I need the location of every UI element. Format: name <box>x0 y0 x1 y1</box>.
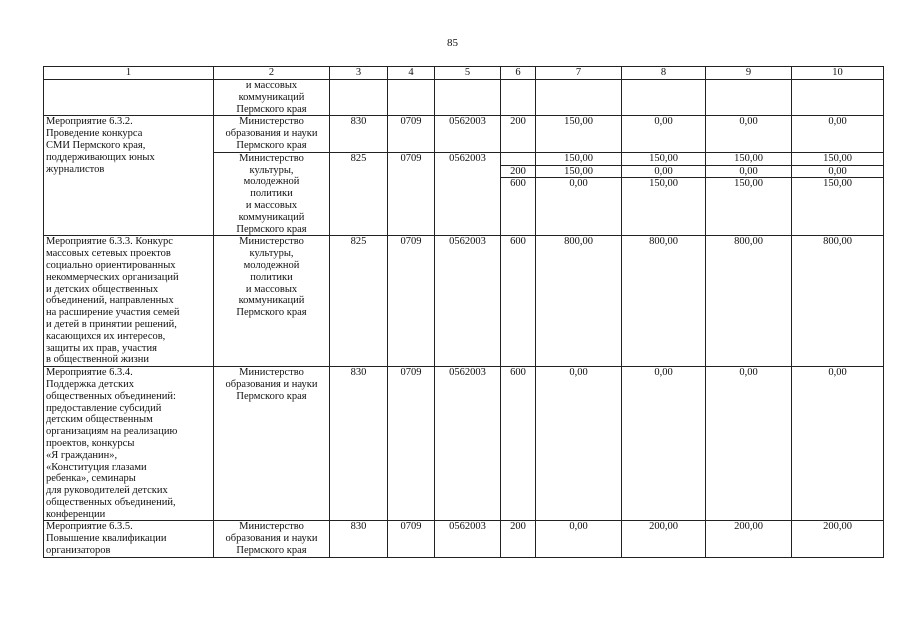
expense-type-cell: 200 <box>501 521 536 557</box>
section-code-cell: 0709 <box>388 367 435 521</box>
name-line: проектов, конкурсы <box>46 437 135 449</box>
split-value: 150,00 <box>649 152 678 164</box>
measure-name-cell <box>44 116 214 236</box>
header-cell-1: 1 <box>44 67 214 80</box>
org-line: политики <box>250 188 293 200</box>
org-line: Пермского края <box>236 390 307 402</box>
name-line: Мероприятие 6.3.5. <box>46 521 133 533</box>
name-line: конференции <box>46 508 106 520</box>
split-value: 0,00 <box>792 165 883 178</box>
split-value: 150,00 <box>564 152 593 164</box>
amount-cell-7: 0,00 <box>536 367 622 521</box>
budget-table <box>43 66 884 558</box>
section-code-cell <box>388 152 435 236</box>
name-cell <box>44 80 214 116</box>
value-cell <box>792 80 884 116</box>
org-line: Министерство <box>239 236 304 248</box>
org-line: Пермского края <box>236 103 307 115</box>
measure-name-cell <box>44 236 214 367</box>
org-line: образования и науки <box>225 128 318 140</box>
amount-cell-10 <box>792 152 884 236</box>
name-line: СМИ Пермского края, <box>46 139 146 151</box>
split-value: 150,00 <box>792 177 883 190</box>
org-line: Пермского края <box>236 545 307 557</box>
header-row <box>44 67 884 80</box>
org-line: образования и науки <box>225 378 318 390</box>
amount-cell-7 <box>536 152 622 236</box>
amount-cell-9: 800,00 <box>706 236 792 367</box>
measure-name-cell <box>44 367 214 521</box>
amount-cell-10: 200,00 <box>792 521 884 557</box>
amount-cell-9: 0,00 <box>706 367 792 521</box>
amount-cell-8: 0,00 <box>622 367 706 521</box>
org-line: коммуникаций <box>238 211 305 223</box>
split-value: 0562003 <box>449 152 486 164</box>
expense-type-cell: 600 <box>501 367 536 521</box>
name-line: и детских общественных <box>46 283 159 295</box>
amount-cell-7: 0,00 <box>536 521 622 557</box>
name-line: организаторов <box>46 545 111 557</box>
org-line: Пермского края <box>236 223 307 235</box>
name-line: в общественной жизни <box>46 354 149 366</box>
org-line: Министерство <box>239 367 304 379</box>
split-value: 0,00 <box>536 177 621 190</box>
organization-cell <box>214 152 330 236</box>
name-line: касающихся их интересов, <box>46 330 166 342</box>
org-line: Министерство <box>239 521 304 533</box>
split-value: 600 <box>501 177 535 190</box>
organization-cell <box>214 367 330 521</box>
header-cell-4: 4 <box>388 67 435 80</box>
name-line: Мероприятие 6.3.4. <box>46 367 133 379</box>
value-cell <box>501 80 536 116</box>
split-value <box>501 153 535 165</box>
table-row-6-3-3 <box>44 236 884 367</box>
org-line: культуры, <box>249 248 294 260</box>
header-cell-10: 10 <box>792 67 884 80</box>
split-value: 825 <box>350 152 367 164</box>
name-line: журналистов <box>46 163 105 175</box>
org-line: Пермского края <box>236 139 307 151</box>
header-cell-2: 2 <box>214 67 330 80</box>
name-line: Проведение конкурса <box>46 128 143 140</box>
organization-cell <box>214 116 330 152</box>
header-cell-3: 3 <box>330 67 388 80</box>
expense-type-cell: 200 <box>501 116 536 152</box>
name-line: на расширение участия семей <box>46 307 180 319</box>
amount-cell-8: 200,00 <box>622 521 706 557</box>
name-line: детским общественным <box>46 414 153 426</box>
ministry-code-cell <box>330 152 388 236</box>
org-line: политики <box>250 271 293 283</box>
table-row-continuation <box>44 80 884 116</box>
amount-cell-9: 0,00 <box>706 116 792 152</box>
header-cell-8: 8 <box>622 67 706 80</box>
ministry-code-cell: 830 <box>330 116 388 152</box>
split-value: 150,00 <box>734 152 763 164</box>
amount-cell-9 <box>706 152 792 236</box>
org-line: и массовых <box>245 80 298 91</box>
header-cell-7: 7 <box>536 67 622 80</box>
section-code-cell: 0709 <box>388 236 435 367</box>
split-value: 200 <box>501 165 535 178</box>
org-line: Министерство <box>239 116 304 128</box>
split-value: 0,00 <box>622 165 705 178</box>
split-value: 150,00 <box>622 177 705 190</box>
value-cell <box>622 80 706 116</box>
value-cell <box>388 80 435 116</box>
organization-cell <box>214 236 330 367</box>
amount-cell-10: 800,00 <box>792 236 884 367</box>
organization-cell <box>214 80 330 116</box>
name-line: объединений, направленных <box>46 295 174 307</box>
name-line: предоставление субсидий <box>46 402 162 414</box>
organization-cell <box>214 521 330 557</box>
ministry-code-cell: 830 <box>330 367 388 521</box>
org-line: и массовых <box>245 199 298 211</box>
name-line: массовых сетевых проектов <box>46 248 171 260</box>
name-line: защиты их прав, участия <box>46 342 157 354</box>
name-line: «Я гражданин», <box>46 449 118 461</box>
target-code-cell: 0562003 <box>435 116 501 152</box>
name-line: Мероприятие 6.3.3. Конкурс <box>46 236 173 248</box>
org-line: коммуникаций <box>238 295 305 307</box>
name-line: общественных объединений, <box>46 496 176 508</box>
value-cell <box>330 80 388 116</box>
value-cell <box>435 80 501 116</box>
section-code-cell: 0709 <box>388 116 435 152</box>
value-cell <box>706 80 792 116</box>
header-cell-6: 6 <box>501 67 536 80</box>
name-line: и детей в принятии решений, <box>46 318 177 330</box>
split-value: 150,00 <box>706 177 791 190</box>
org-line: и массовых <box>245 283 298 295</box>
amount-cell-7: 150,00 <box>536 116 622 152</box>
amount-cell-8: 800,00 <box>622 236 706 367</box>
amount-cell-8: 0,00 <box>622 116 706 152</box>
expense-type-cell: 600 <box>501 236 536 367</box>
name-line: Повышение квалификации <box>46 533 167 545</box>
name-line: поддерживающих юных <box>46 151 155 163</box>
split-value: 150,00 <box>536 165 621 178</box>
split-value: 0709 <box>400 152 422 164</box>
table-row-6-3-4 <box>44 367 884 521</box>
page-number: 85 <box>447 37 458 49</box>
header-cell-9: 9 <box>706 67 792 80</box>
header-cell-5: 5 <box>435 67 501 80</box>
amount-cell-7: 800,00 <box>536 236 622 367</box>
name-line: Мероприятие 6.3.2. <box>46 116 133 128</box>
target-code-cell <box>435 152 501 236</box>
name-line: социально ориентированных <box>46 259 176 271</box>
table-row-6-3-2-a <box>44 116 884 152</box>
ministry-code-cell: 830 <box>330 521 388 557</box>
name-line: «Конституция глазами <box>46 461 147 473</box>
name-line: для руководителей детских <box>46 485 168 497</box>
ministry-code-cell: 825 <box>330 236 388 367</box>
split-value: 150,00 <box>823 152 852 164</box>
split-value: 0,00 <box>706 165 791 178</box>
value-cell <box>536 80 622 116</box>
org-line: образования и науки <box>225 533 318 545</box>
amount-cell-10: 0,00 <box>792 116 884 152</box>
org-line: культуры, <box>249 164 294 176</box>
name-line: Поддержка детских <box>46 378 134 390</box>
expense-type-cell <box>501 152 536 236</box>
amount-cell-8 <box>622 152 706 236</box>
org-line: Министерство <box>239 152 304 164</box>
name-line: общественных объединений: <box>46 390 176 402</box>
org-line: коммуникаций <box>238 91 305 103</box>
org-line: молодежной <box>243 176 300 188</box>
org-line: молодежной <box>243 259 300 271</box>
name-line: некоммерческих организаций <box>46 271 179 283</box>
org-line: Пермского края <box>236 307 307 319</box>
amount-cell-9: 200,00 <box>706 521 792 557</box>
target-code-cell: 0562003 <box>435 521 501 557</box>
section-code-cell: 0709 <box>388 521 435 557</box>
amount-cell-10: 0,00 <box>792 367 884 521</box>
measure-name-cell <box>44 521 214 557</box>
name-line: организациям на реализацию <box>46 426 178 438</box>
table-row-6-3-5 <box>44 521 884 557</box>
name-line: ребенка», семинары <box>46 473 136 485</box>
target-code-cell: 0562003 <box>435 236 501 367</box>
target-code-cell: 0562003 <box>435 367 501 521</box>
